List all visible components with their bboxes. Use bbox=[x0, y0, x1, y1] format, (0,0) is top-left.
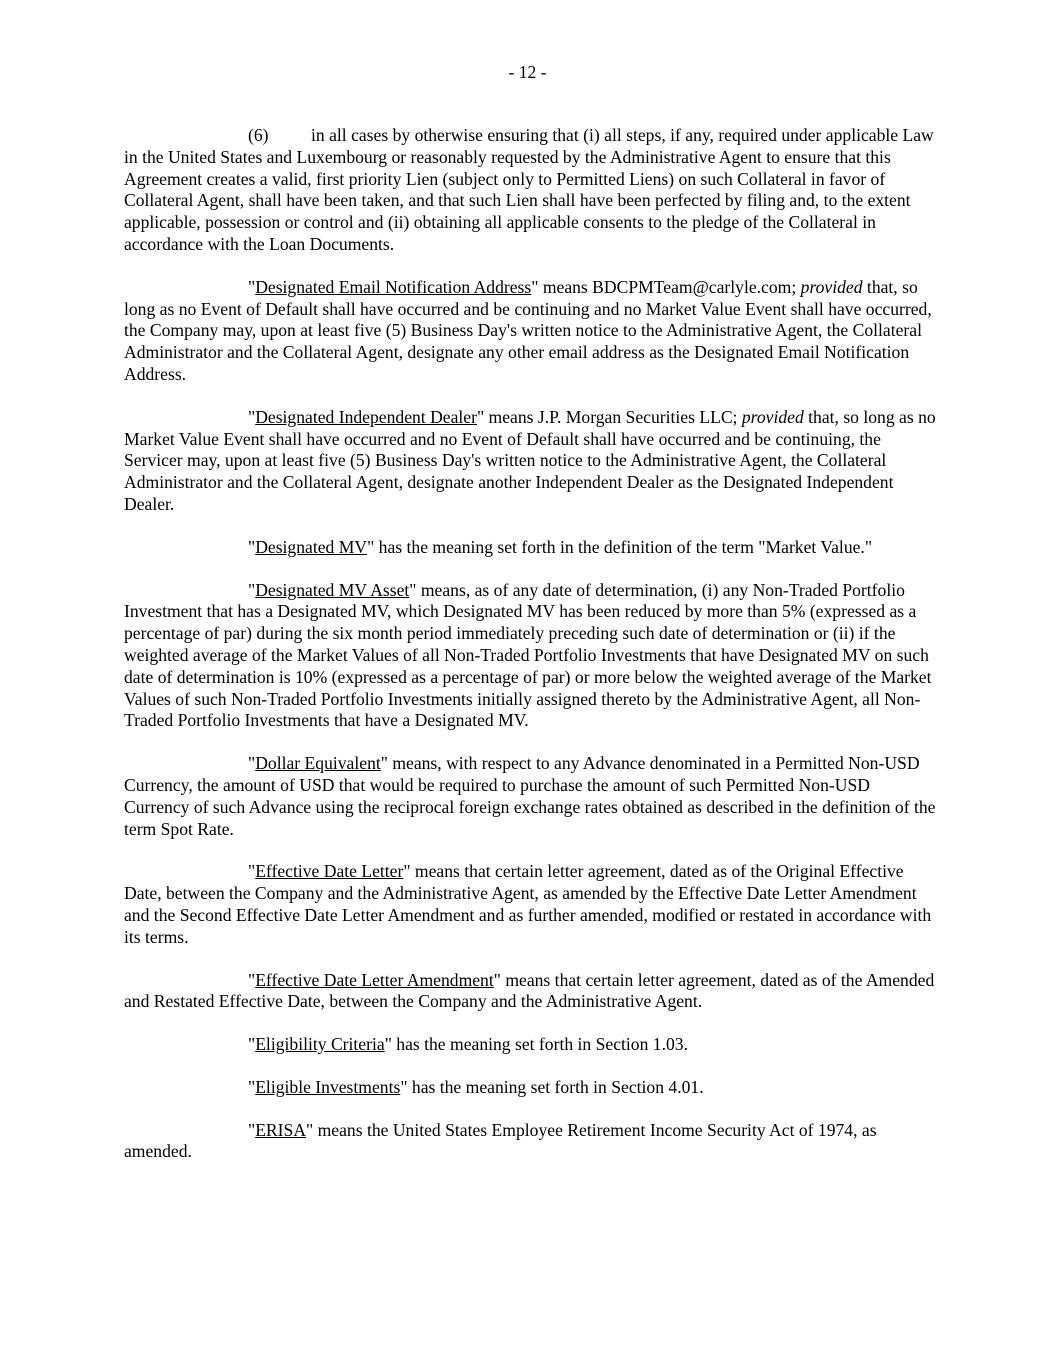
definition-designated-mv-asset: "Designated MV Asset" means, as of any date of determination, (i) any Non-Traded Portfolio Investment that has a Designated MV, which Designated MV has been reduced by more than 5% (expressed as a percentage of par) during the six month period immediately preceding such date of determination or (ii) if the weighted average of the Market Values of all Non-Traded Portfolio Investments that have Designated MV on such date of determination is 10% (expressed as a percentage of par) or more below the weighted average of the Market Values of such Non-Traded Portfolio Investments initially assigned thereto by the Administrative Agent, all Non-Traded Portfolio Investments that have a Designated MV. bbox=[124, 579, 932, 731]
defined-term: Designated Independent Dealer bbox=[255, 406, 477, 427]
proviso-word: provided bbox=[741, 406, 804, 427]
defined-term: Designated MV bbox=[255, 536, 368, 557]
defined-term: Designated Email Notification Address bbox=[255, 276, 532, 297]
definition-effective-date-letter-amendment: "Effective Date Letter Amendment" means that certain letter agreement, dated as of the Amended and Restated Effective Date, between the Company and the Administrative Agent. bbox=[124, 969, 935, 1012]
defined-term: Eligibility Criteria bbox=[255, 1034, 385, 1055]
definition-text: that, so long as no Market Value Event shall have occurred and no Event of Default shall have occurred and be continuing, the Servicer may, upon at least five (5) Business Day's written notice to the Administrative Agent, the Collateral Administrator and the Collateral Agent, designate another Independent Dealer as the Designated Independent Dealer. bbox=[124, 406, 936, 514]
defined-term: Designated MV Asset bbox=[255, 579, 410, 600]
definition-erisa: "ERISA" means the United States Employee Retirement Income Security Act of 1974, as amended. bbox=[124, 1119, 877, 1162]
defined-term: Dollar Equivalent bbox=[255, 753, 381, 774]
document-body bbox=[124, 125, 936, 1184]
definition-effective-date-letter: "Effective Date Letter" means that certain letter agreement, dated as of the Original Effective Date, between the Company and the Administrative Agent, as amended by the Effective Date Letter Amendment and the Second Effective Date Letter Amendment and as further amended, modified or restated in accordance with its terms. bbox=[124, 861, 932, 947]
clause-6 bbox=[124, 125, 936, 256]
definition-eligibility-criteria: "Eligibility Criteria" has the meaning set forth in Section 1.03. bbox=[248, 1034, 688, 1055]
definition-text: " has the meaning set forth in the definition of the term "Market Value." bbox=[367, 536, 873, 557]
definition-text: " has the meaning set forth in Section 1.03. bbox=[384, 1034, 688, 1055]
definition-text: " means BDCPMTeam@carlyle.com; bbox=[531, 276, 801, 297]
clause-text: in all cases by otherwise ensuring that (i) all steps, if any, required under applicable Law in the United States and Luxembourg or reasonably requested by the Administrative Agent to ensure that this Agreement creates a valid, first priority Lien (subject only to Permitted Liens) on such Collateral in favor of Collateral Agent, shall have been taken, and that such Lien shall have been perfected by filing and, to the extent applicable, possession or control and (ii) obtaining all applicable consents to the pledge of the Collateral in accordance with the Loan Documents. bbox=[124, 125, 934, 254]
definition-text: " means, with respect to any Advance denominated in a Permitted Non-USD Currency, the amount of USD that would be required to purchase the amount of such Permitted Non-USD Currency of such Advance using the reciprocal foreign exchange rates obtained as described in the definition of the term Spot Rate. bbox=[124, 753, 936, 839]
defined-term: Eligible Investments bbox=[255, 1076, 401, 1097]
definition-designated-email-notification-address: "Designated Email Notification Address" means BDCPMTeam@carlyle.com; provided that, so long as no Event of Default shall have occurred and be continuing and no Market Value Event shall have occurred, the Company may, upon at least five (5) Business Day's written notice to the Administrative Agent, the Collateral Administrator and the Collateral Agent, designate any other email address as the Designated Email Notification Address. bbox=[124, 276, 932, 384]
definition-text: " has the meaning set forth in Section 4.01. bbox=[400, 1076, 704, 1097]
definition-text: " means the United States Employee Retirement Income Security Act of 1974, as amended. bbox=[124, 1119, 877, 1162]
definition-text: " means that certain letter agreement, dated as of the Amended and Restated Effective Date, between the Company and the Administrative Agent. bbox=[124, 969, 935, 1012]
definition-text: that, so long as no Event of Default shall have occurred and be continuing and no Market Value Event shall have occurred, the Company may, upon at least five (5) Business Day's written notice to the Administrative Agent, the Collateral Administrator and the Collateral Agent, designate any other email address as the Designated Email Notification Address. bbox=[124, 276, 932, 384]
definition-eligible-investments: "Eligible Investments" has the meaning set forth in Section 4.01. bbox=[248, 1076, 704, 1097]
definition-dollar-equivalent: "Dollar Equivalent" means, with respect to any Advance denominated in a Permitted Non-USD Currency, the amount of USD that would be required to purchase the amount of such Permitted Non-USD Currency of such Advance using the reciprocal foreign exchange rates obtained as described in the definition of the term Spot Rate. bbox=[124, 753, 936, 839]
definition-text: " means, as of any date of determination, (i) any Non-Traded Portfolio Investment that has a Designated MV, which Designated MV has been reduced by more than 5% (expressed as a percentage of par) during the six month period immediately preceding such date of determination or (ii) if the weighted average of the Market Values of all Non-Traded Portfolio Investments that have Designated MV on such date of determination is 10% (expressed as a percentage of par) or more below the weighted average of the Market Values of such Non-Traded Portfolio Investments initially assigned thereto by the Administrative Agent, all Non-Traded Portfolio Investments that have a Designated MV. bbox=[124, 579, 932, 731]
clause-number: (6) bbox=[248, 125, 269, 145]
definition-text: " means that certain letter agreement, dated as of the Original Effective Date, between the Company and the Administrative Agent, as amended by the Effective Date Letter Amendment and the Second Effective Date Letter Amendment and as further amended, modified or restated in accordance with its terms. bbox=[124, 861, 932, 947]
definition-text: " means J.P. Morgan Securities LLC; bbox=[476, 406, 742, 427]
definition-designated-mv: "Designated MV" has the meaning set forth in the definition of the term "Market Value." bbox=[248, 536, 873, 557]
defined-term: Effective Date Letter bbox=[255, 861, 404, 882]
proviso-word: provided bbox=[800, 276, 863, 297]
page-number: - 12 - bbox=[508, 62, 547, 82]
defined-term: Effective Date Letter Amendment bbox=[255, 969, 494, 990]
defined-term: ERISA bbox=[255, 1119, 307, 1140]
definition-designated-independent-dealer: "Designated Independent Dealer" means J.P. Morgan Securities LLC; provided that, so long as no Market Value Event shall have occurred and no Event of Default shall have occurred and be continuing, the Servicer may, upon at least five (5) Business Day's written notice to the Administrative Agent, the Collateral Administrator and the Collateral Agent, designate another Independent Dealer as the Designated Independent Dealer. bbox=[124, 406, 936, 514]
